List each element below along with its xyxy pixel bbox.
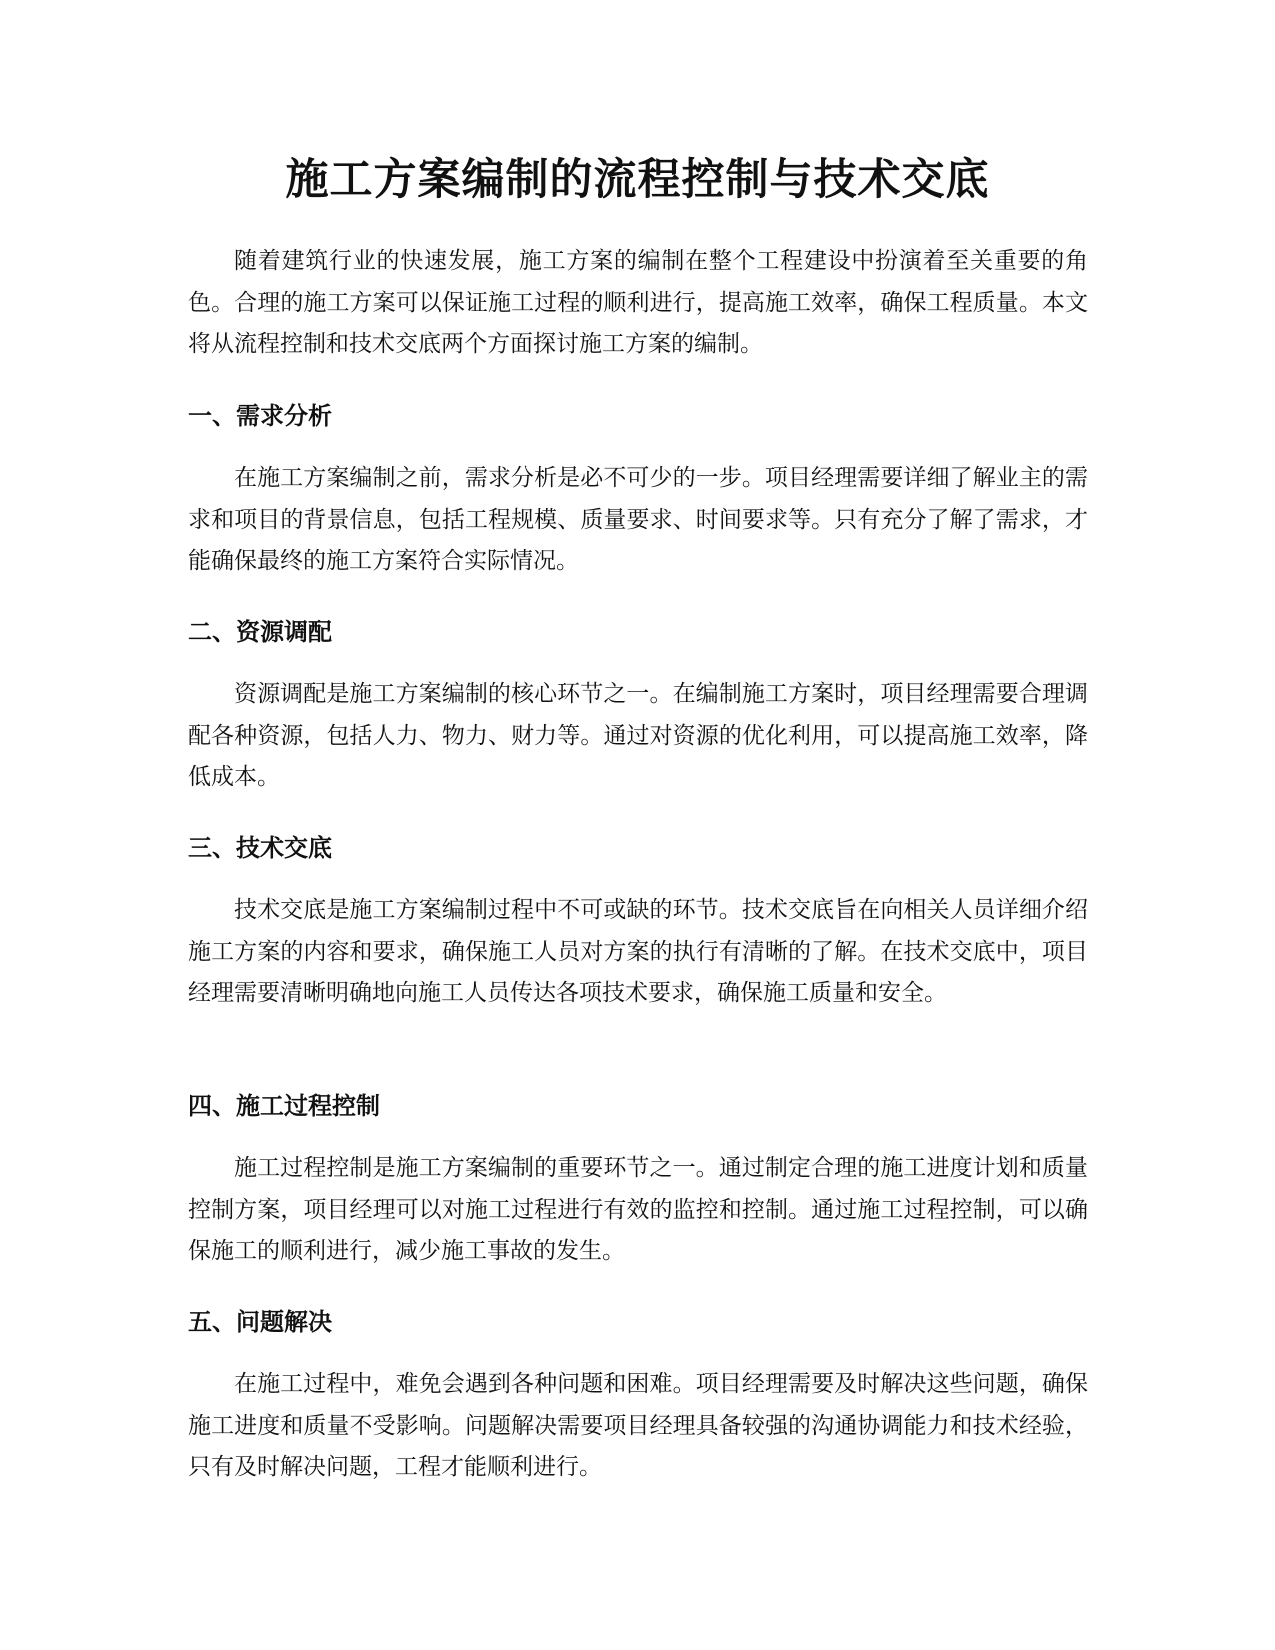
document-title: 施工方案编制的流程控制与技术交底 bbox=[285, 155, 990, 205]
section-heading-process-control: 四、施工过程控制 bbox=[188, 1092, 380, 1120]
section-body-problem-solving: 在施工过程中，难免会遇到各种问题和困难。项目经理需要及时解决这些问题，确保施工进度和质量不受影响。问题解决需要项目经理具备较强的沟通协调能力和技术经验，只有及时解决问题，工程才能顺利进行。 bbox=[188, 1371, 1088, 1480]
section-heading-problem-solving: 五、问题解决 bbox=[188, 1308, 332, 1336]
section-body-technical-briefing: 技术交底是施工方案编制过程中不可或缺的环节。技术交底旨在向相关人员详细介绍施工方案的内容和要求，确保施工人员对方案的执行有清晰的了解。在技术交底中，项目经理需要清晰明确地向施工人员传达各项技术要求，确保施工质量和安全。 bbox=[188, 897, 1088, 1006]
section-heading-resources: 二、资源调配 bbox=[188, 618, 332, 646]
section-body-process-control: 施工过程控制是施工方案编制的重要环节之一。通过制定合理的施工进度计划和质量控制方案，项目经理可以对施工过程进行有效的监控和控制。通过施工过程控制，可以确保施工的顺利进行，减少施工事故的发生。 bbox=[188, 1155, 1088, 1264]
section-heading-requirements: 一、需求分析 bbox=[188, 402, 332, 430]
section-body-requirements: 在施工方案编制之前，需求分析是必不可少的一步。项目经理需要详细了解业主的需求和项目的背景信息，包括工程规模、质量要求、时间要求等。只有充分了解了需求，才能确保最终的施工方案符合实际情况。 bbox=[188, 465, 1088, 574]
section-body-resources: 资源调配是施工方案编制的核心环节之一。在编制施工方案时，项目经理需要合理调配各种资源，包括人力、物力、财力等。通过对资源的优化利用，可以提高施工效率，降低成本。 bbox=[188, 681, 1088, 790]
intro-paragraph: 随着建筑行业的快速发展，施工方案的编制在整个工程建设中扮演着至关重要的角色。合理的施工方案可以保证施工过程的顺利进行，提高施工效率，确保工程质量。本文将从流程控制和技术交底两个方面探讨施工方案的编制。 bbox=[188, 248, 1088, 357]
section-heading-technical-briefing: 三、技术交底 bbox=[188, 834, 332, 862]
